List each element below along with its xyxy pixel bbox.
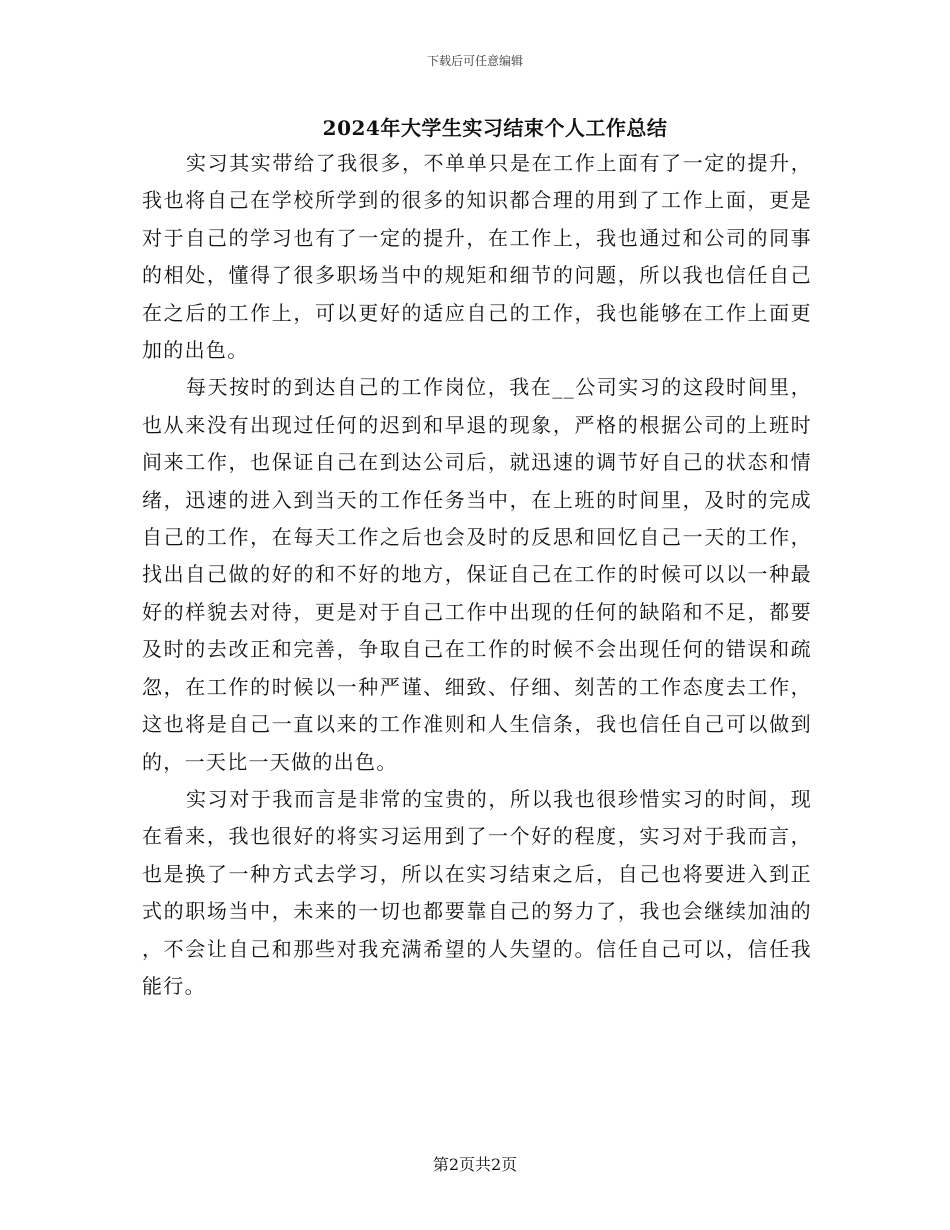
page-number-footer: 第2页共2页 [432, 1155, 518, 1174]
document-body [142, 145, 812, 1005]
paragraph-3: 实习对于我而言是非常的宝贵的，所以我也很珍惜实习的时间，现在看来，我也很好的将实习运用到了一个好的程度，实习对于我而言，也是换了一种方式去学习，所以在实习结束之后，自己也将要进入到正式的职场当中，未来的一切也都要靠自己的努力了，我也会继续加油的，不会让自己和那些对我充满希望的人失望的。信任自己可以，信任我能行。 [142, 786, 812, 998]
document-title: 2024年大学生实习结束个人工作总结 [322, 116, 668, 140]
page-header-note: 下载后可任意编辑 [426, 54, 523, 68]
paragraph-2: 每天按时的到达自己的工作岗位，我在__公司实习的这段时间里，也从来没有出现过任何的迟到和早退的现象，严格的根据公司的上班时间来工作，也保证自己在到达公司后，就迅速的调节好自己的状态和情绪，迅速的进入到当天的工作任务当中，在上班的时间里，及时的完成自己的工作，在每天工作之后也会及时的反思和回忆自己一天的工作，找出自己做的好的和不好的地方，保证自己在工作的时候可以以一种最好的样貌去对待，更是对于自己工作中出现的任何的缺陷和不足，都要及时的去改正和完善，争取自己在工作的时候不会出现任何的错误和疏忽，在工作的时候以一种严谨、细致、仔细、刻苦的工作态度去工作，这也将是自己一直以来的工作准则和人生信条，我也信任自己可以做到的，一天比一天做的出色。 [142, 375, 812, 774]
paragraph-1: 实习其实带给了我很多，不单单只是在工作上面有了一定的提升，我也将自己在学校所学到的很多的知识都合理的用到了工作上面，更是对于自己的学习也有了一定的提升，在工作上，我也通过和公司的同事的相处，懂得了很多职场当中的规矩和细节的问题，所以我也信任自己在之后的工作上，可以更好的适应自己的工作，我也能够在工作上面更加的出色。 [142, 151, 812, 363]
